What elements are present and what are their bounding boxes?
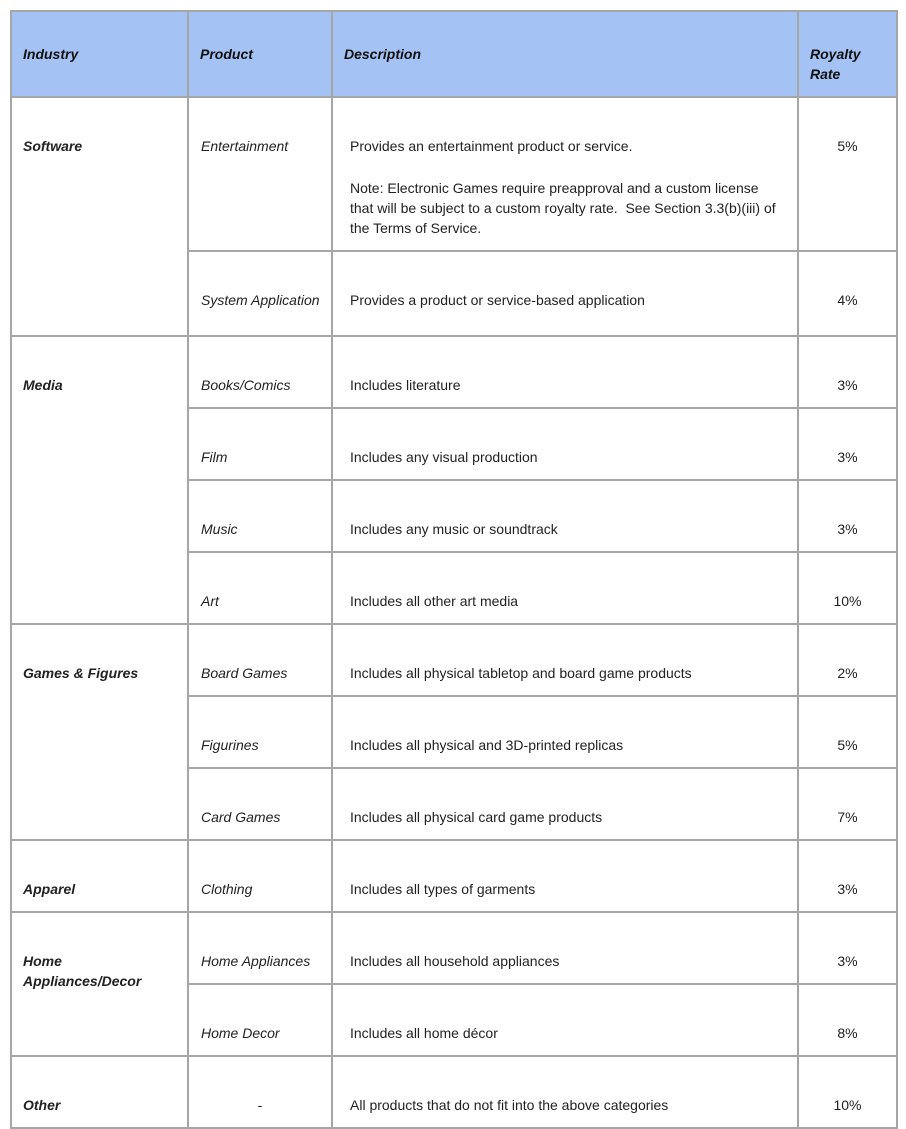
description-text: Includes all household appliances — [350, 953, 560, 969]
industry-cell-media: Media — [11, 336, 188, 624]
industry-cell-other: Other — [11, 1056, 188, 1128]
description-text: Includes literature — [350, 377, 461, 393]
product-cell: - — [188, 1056, 332, 1128]
col-header-royalty-rate: Royalty Rate — [798, 11, 897, 97]
royalty-rate-cell: 3% — [798, 480, 897, 552]
description-text: Provides a product or service-based application — [350, 292, 645, 308]
royalty-rate-cell: 10% — [798, 1056, 897, 1128]
product-cell: Card Games — [188, 768, 332, 840]
industry-cell-software: Software — [11, 97, 188, 336]
description-cell — [332, 912, 798, 984]
description-cell — [332, 408, 798, 480]
description-cell — [332, 624, 798, 696]
product-cell: Home Appliances — [188, 912, 332, 984]
description-cell — [332, 251, 798, 336]
product-cell: Film — [188, 408, 332, 480]
table-row — [11, 97, 897, 251]
table-row — [11, 912, 897, 984]
description-text: Includes all physical tabletop and board game products — [350, 665, 692, 681]
royalty-rate-cell: 8% — [798, 984, 897, 1056]
product-cell: Music — [188, 480, 332, 552]
col-header-description: Description — [332, 11, 798, 97]
royalty-rate-cell: 3% — [798, 912, 897, 984]
col-header-industry: Industry — [11, 11, 188, 97]
description-text: Includes all types of garments — [350, 881, 536, 897]
royalty-rate-cell: 3% — [798, 840, 897, 912]
table-header-row — [11, 11, 897, 97]
product-cell: Home Decor — [188, 984, 332, 1056]
description-cell — [332, 480, 798, 552]
royalty-rate-table — [10, 10, 898, 1129]
product-cell: Books/Comics — [188, 336, 332, 408]
description-text: Provides an entertainment product or service. — [350, 138, 633, 154]
product-cell: System Application — [188, 251, 332, 336]
royalty-rate-cell: 7% — [798, 768, 897, 840]
description-text: Includes any music or soundtrack — [350, 521, 558, 537]
description-text: Includes all home décor — [350, 1025, 498, 1041]
table-row — [11, 624, 897, 696]
product-cell: Figurines — [188, 696, 332, 768]
royalty-rate-cell: 4% — [798, 251, 897, 336]
industry-cell-apparel: Apparel — [11, 840, 188, 912]
royalty-rate-cell: 2% — [798, 624, 897, 696]
table-row — [11, 336, 897, 408]
col-header-product: Product — [188, 11, 332, 97]
description-cell — [332, 97, 798, 251]
description-cell — [332, 768, 798, 840]
royalty-rate-cell: 3% — [798, 408, 897, 480]
description-cell — [332, 696, 798, 768]
industry-cell-home-appliances-decor: Home Appliances/Decor — [11, 912, 188, 1056]
description-note-text: Note: Electronic Games require preapproval and a custom license that will be subject to a custom royalty rate. See Section 3.3(b)(iii) of the Terms of Service. — [350, 180, 780, 236]
description-cell — [332, 1056, 798, 1128]
description-text: Includes all other art media — [350, 593, 519, 609]
description-cell — [332, 552, 798, 624]
product-cell: Art — [188, 552, 332, 624]
product-cell: Clothing — [188, 840, 332, 912]
product-cell: Board Games — [188, 624, 332, 696]
description-cell — [332, 840, 798, 912]
description-text: Includes all physical card game products — [350, 809, 603, 825]
description-cell — [332, 336, 798, 408]
table-row — [11, 1056, 897, 1128]
royalty-rate-cell: 5% — [798, 97, 897, 251]
description-text: All products that do not fit into the above categories — [350, 1097, 669, 1113]
royalty-rate-cell: 5% — [798, 696, 897, 768]
royalty-rate-cell: 10% — [798, 552, 897, 624]
description-cell — [332, 984, 798, 1056]
description-text: Includes any visual production — [350, 449, 538, 465]
table-row — [11, 840, 897, 912]
product-cell: Entertainment — [188, 97, 332, 251]
royalty-rate-cell: 3% — [798, 336, 897, 408]
industry-cell-games-figures: Games & Figures — [11, 624, 188, 840]
description-text: Includes all physical and 3D-printed replicas — [350, 737, 624, 753]
